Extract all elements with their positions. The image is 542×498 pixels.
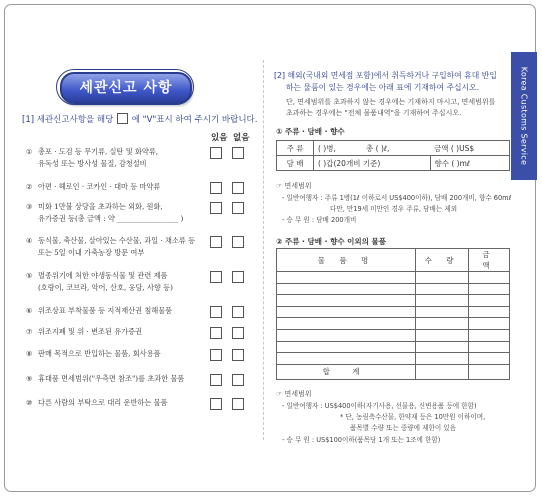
table-row[interactable] xyxy=(277,329,510,341)
checkbox-no[interactable] xyxy=(232,182,244,194)
declaration-item xyxy=(26,326,206,338)
declaration-item xyxy=(26,270,206,294)
cell-label-tobacco: 담 배 xyxy=(277,156,314,171)
fold-line xyxy=(263,60,265,440)
cell-bottles[interactable]: ( )병, xyxy=(314,141,363,156)
declaration-item xyxy=(26,305,206,317)
total-amount[interactable] xyxy=(469,364,510,379)
item-line-2: 유가증권 등(총 금액 : 약 _________________ ) xyxy=(38,214,184,223)
section-2-title: ② 주류 · 담배 · 향수 이외의 물품 xyxy=(276,237,387,246)
checkbox-yes[interactable] xyxy=(210,306,222,318)
checkbox-no[interactable] xyxy=(232,202,244,214)
declaration-item xyxy=(26,146,206,170)
table-row xyxy=(277,156,510,171)
item-text: 총포 · 도검 등 무기류, 실탄 및 화약류, xyxy=(38,147,159,156)
right-heading-2: 하는 물품이 있는 경우에는 아래 표에 기재하여 주십시오. xyxy=(286,83,480,92)
checkbox-no[interactable] xyxy=(232,398,244,410)
cell-perfume[interactable]: 향수 ( )mℓ xyxy=(430,156,510,171)
item-text: 휴대품 면세범위("우측면 참조")를 초과한 물품 xyxy=(38,374,185,383)
item-number: ⑤ xyxy=(26,271,33,280)
checkbox-yes[interactable] xyxy=(210,182,222,194)
declaration-item xyxy=(26,373,206,385)
section-title: 세관신고 사항 xyxy=(60,72,192,104)
item-line-1 xyxy=(26,201,206,213)
exempt-2-head: ☞ 면세범위 xyxy=(276,390,312,398)
item-text: 판매 목적으로 반입하는 물품, 회사용품 xyxy=(38,349,161,358)
table-row[interactable] xyxy=(277,295,510,307)
item-line-2: (호랑이, 코브라, 악어, 산호, 웅담, 사향 등) xyxy=(38,283,173,292)
item-number: ⑩ xyxy=(26,398,33,407)
item-number: ④ xyxy=(26,236,33,245)
checkbox-sample-icon xyxy=(117,113,128,124)
table-row[interactable] xyxy=(277,353,510,365)
right-note-1: 단, 면세범위를 초과하지 않는 경우에는 기재하지 마시고, 면세범위를 xyxy=(286,98,496,106)
instruction-post: 에 "V"표시 하여 주시기 바랍니다. xyxy=(131,115,258,125)
item-text: 다른 사람의 부탁으로 대리 운반하는 물품 xyxy=(38,398,168,407)
checkbox-yes[interactable] xyxy=(210,236,222,248)
exempt-2-line4: - 승 무 원 : US$100이하(품목당 1개 또는 1조에 한함) xyxy=(282,436,441,444)
item-line-1 xyxy=(26,146,206,158)
declaration-item xyxy=(26,181,206,193)
checkbox-yes[interactable] xyxy=(210,398,222,410)
col-amount: 금 액 xyxy=(469,249,510,272)
column-no: 없음 xyxy=(233,133,250,143)
table-alcohol-tobacco xyxy=(276,140,510,171)
exempt-1-line1: - 일반여행자 : 주류 1병(1ℓ 이하로서 US$400이하), 담배 200개비, 향수 60mℓ xyxy=(282,194,512,202)
checkbox-yes[interactable] xyxy=(210,147,222,159)
item-line-2: 유독성 또는 방사성 물질, 감청설비 xyxy=(38,159,147,168)
cell-liters[interactable]: 총 ( )ℓ, xyxy=(362,141,430,156)
item-line-1 xyxy=(26,348,206,360)
column-yes: 있음 xyxy=(211,133,228,143)
table-header-row xyxy=(277,249,510,272)
checkbox-no[interactable] xyxy=(232,374,244,386)
item-line-1 xyxy=(26,305,206,317)
total-label: 합 계 xyxy=(277,364,416,379)
exempt-1-head: ☞ 면세범위 xyxy=(276,182,312,190)
item-text: 위조지폐 및 위 · 변조된 유가증권 xyxy=(38,327,142,336)
right-heading-1: [2] 해외(국내외 면세점 포함)에서 취득하거나 구입하여 휴대 반입 xyxy=(274,71,497,80)
item-number: ⑨ xyxy=(26,374,33,383)
checkbox-yes[interactable] xyxy=(210,349,222,361)
col-item-name: 물 품 명 xyxy=(277,249,416,272)
item-number: ② xyxy=(26,182,33,191)
section-1-title: ① 주류 · 담배 · 향수 xyxy=(276,127,345,136)
declaration-item xyxy=(26,397,206,409)
checkbox-yes[interactable] xyxy=(210,271,222,283)
item-line-2: 또는 5일 이내 가축농장 방문 여부 xyxy=(38,248,145,257)
exempt-1-line2: 다만, 만19세 미만인 경우 주류, 담배는 제외 xyxy=(330,205,458,213)
table-row[interactable] xyxy=(277,272,510,284)
item-line-1 xyxy=(26,270,206,282)
checkbox-yes[interactable] xyxy=(210,327,222,339)
item-line-1 xyxy=(26,326,206,338)
item-number: ③ xyxy=(26,202,33,211)
right-note-2: 초과하는 경우에는 "전체 물품내역"을 기재하여 주십시오. xyxy=(286,109,462,117)
side-tab-label: Korea Customs Service xyxy=(519,66,529,166)
exempt-2-line3: 품목별 수량 또는 중량에 제한이 있음 xyxy=(350,424,457,432)
declaration-item xyxy=(26,201,206,225)
item-text: 미화 1만불 상당을 초과하는 외화, 원화, xyxy=(38,202,163,211)
col-quantity: 수 량 xyxy=(416,249,469,272)
table-total-row xyxy=(277,364,510,379)
item-number: ⑧ xyxy=(26,349,33,358)
checkbox-no[interactable] xyxy=(232,349,244,361)
item-text: 멸종위기에 처한 야생동식물 및 관련 제품 xyxy=(38,271,168,280)
table-row[interactable] xyxy=(277,318,510,330)
table-row xyxy=(277,141,510,156)
table-row[interactable] xyxy=(277,306,510,318)
checkbox-no[interactable] xyxy=(232,147,244,159)
item-number: ⑥ xyxy=(26,306,33,315)
exempt-2-line2: * 단, 농림축수산물, 한약재 등은 10만원 이하이며, xyxy=(340,413,486,421)
checkbox-no[interactable] xyxy=(232,306,244,318)
side-tab xyxy=(511,52,537,180)
item-text: 위조상표 부착물품 등 지적재산권 침해물품 xyxy=(38,306,173,315)
cell-packs[interactable]: ( )갑(20개비 기준) xyxy=(314,156,431,171)
item-line-1 xyxy=(26,235,206,247)
exempt-1-line3: - 승 무 원 : 담배 200개비 xyxy=(282,216,357,224)
exempt-2-line1: - 일반여행자 : US$400이하(자기사용, 선물용, 신변용품 등에 한함) xyxy=(282,402,477,410)
checkbox-no[interactable] xyxy=(232,271,244,283)
table-row[interactable] xyxy=(277,341,510,353)
table-other-goods xyxy=(276,248,510,380)
declaration-item xyxy=(26,348,206,360)
cell-label-alcohol: 주 류 xyxy=(277,141,314,156)
item-text: 아편 · 헤로인 · 코카인 · 대마 등 마약류 xyxy=(38,182,161,191)
item-number: ① xyxy=(26,147,33,156)
cell-amount[interactable]: 금액 ( )US$ xyxy=(430,141,510,156)
table-row[interactable] xyxy=(277,283,510,295)
item-number: ⑦ xyxy=(26,327,33,336)
declaration-item xyxy=(26,235,206,259)
item-line-1 xyxy=(26,373,206,385)
item-line-1 xyxy=(26,181,206,193)
item-line-1 xyxy=(26,397,206,409)
checkbox-no[interactable] xyxy=(232,236,244,248)
total-quantity[interactable] xyxy=(416,364,469,379)
instruction-line xyxy=(22,113,257,125)
item-text: 동식물, 축산물, 살아있는 수산물, 과일 · 채소류 등 xyxy=(38,236,196,245)
checkbox-yes[interactable] xyxy=(210,374,222,386)
instruction-pre: [1] 세관신고사항을 해당 xyxy=(22,115,114,125)
checkbox-yes[interactable] xyxy=(210,202,222,214)
checkbox-no[interactable] xyxy=(232,327,244,339)
